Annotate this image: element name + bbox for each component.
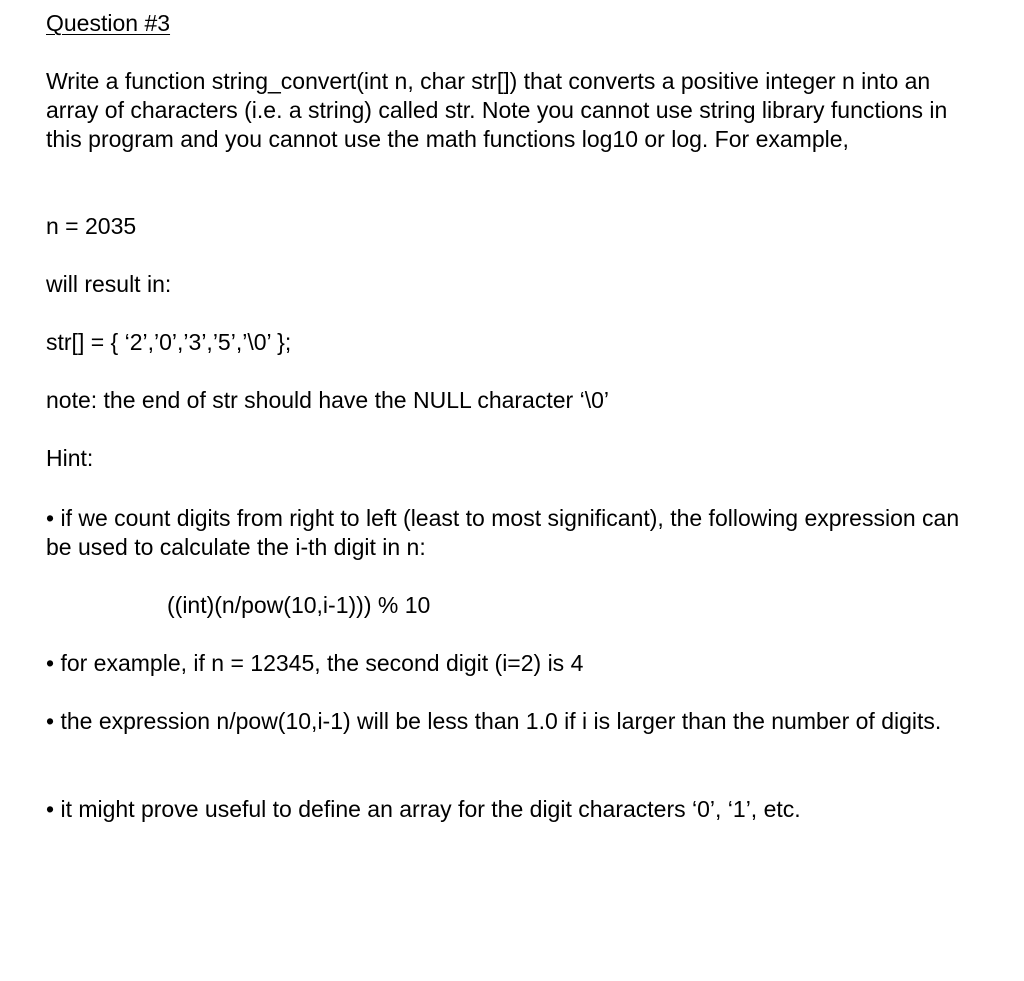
digit-formula: ((int)(n/pow(10,i-1))) % 10 bbox=[167, 592, 431, 618]
hint-item-3: • the expression n/pow(10,i-1) will be less than 1.0 if i is larger than the number of digits. bbox=[46, 707, 986, 736]
example-input: n = 2035 bbox=[46, 213, 137, 239]
question-intro: Write a function string_convert(int n, char str[]) that converts a positive integer n into an array of characters (i.e. a string) called str. Note you cannot use string library functions in this program and you cannot use the math functions log10 or log. For example, bbox=[46, 68, 948, 152]
result-label: will result in: bbox=[46, 271, 172, 297]
hint-item-1: • if we count digits from right to left (least to most significant), the following expression can be used to calculate the i-th digit in n: bbox=[46, 504, 986, 562]
hint-label: Hint: bbox=[46, 445, 94, 471]
example-output: str[] = { ‘2’,’0’,’3’,’5’,’\0’ }; bbox=[46, 329, 292, 355]
null-note: note: the end of str should have the NULL character ‘\0’ bbox=[46, 387, 609, 413]
hint-item-2: • for example, if n = 12345, the second digit (i=2) is 4 bbox=[46, 649, 986, 678]
question-title: Question #3 bbox=[46, 10, 171, 36]
hint-item-4: • it might prove useful to define an array for the digit characters ‘0’, ‘1’, etc. bbox=[46, 795, 986, 824]
